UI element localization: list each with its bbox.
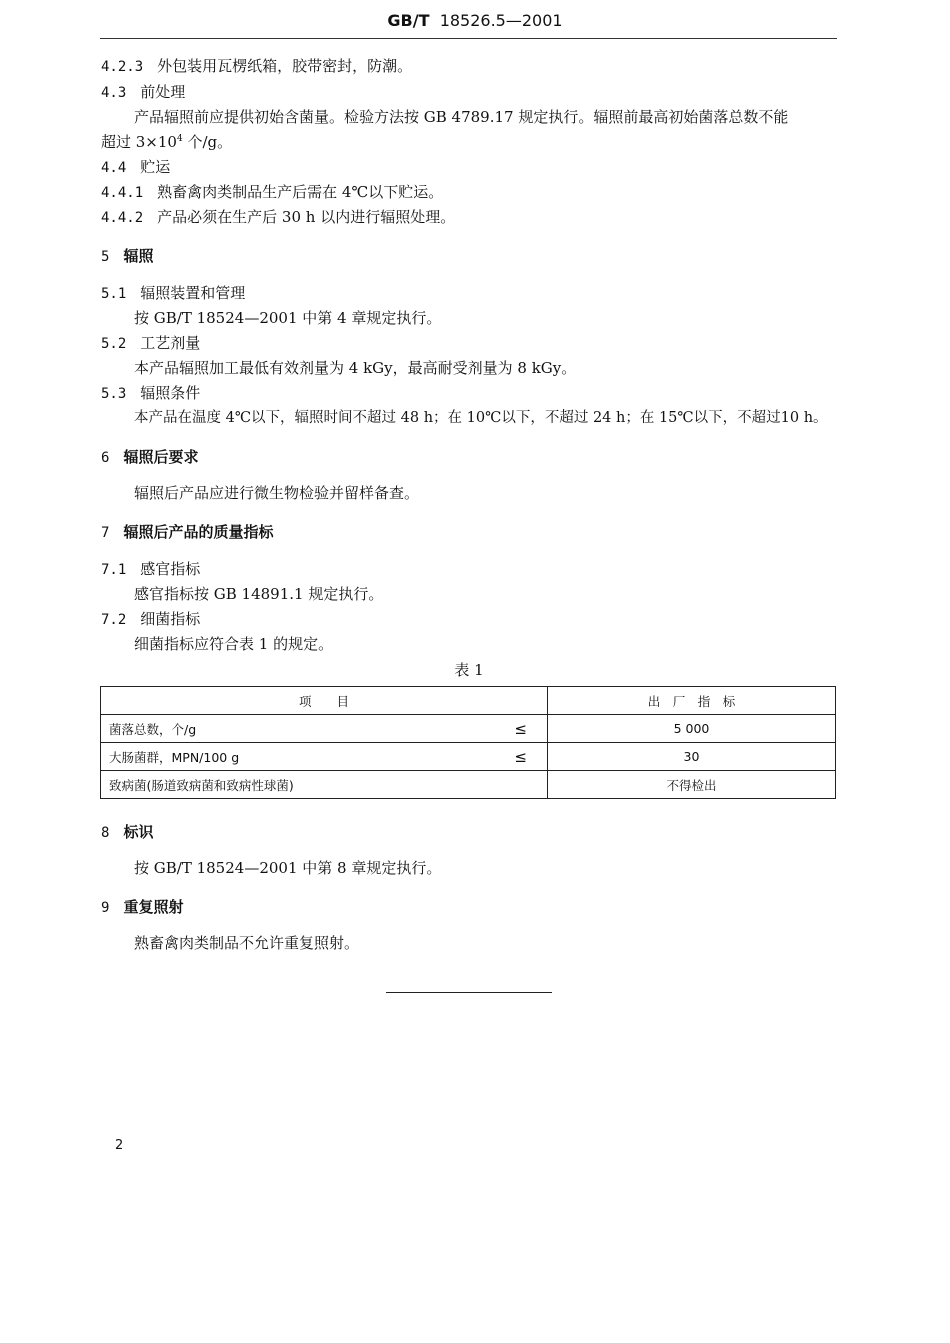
bacteria-index-table xyxy=(100,686,836,799)
table-cell-value: 30 xyxy=(548,743,836,771)
standard-number: 18526.5—2001 xyxy=(439,11,563,30)
clause-4-2-3: 4.2.3 外包装用瓦楞纸箱，胶带密封，防潮。 xyxy=(101,57,413,75)
table-header-value: 出 厂 指 标 xyxy=(548,687,836,715)
clause-4-4-2: 4.4.2 产品必须在生产后 30 h 以内进行辐照处理。 xyxy=(101,208,456,226)
standard-code: GB/T xyxy=(387,11,430,30)
clause-4-3-para-2: 超过 $3\times 10^4$ 个/g。 xyxy=(101,133,233,151)
table-cell-item: 致病菌(肠道致病菌和致病性球菌) xyxy=(101,771,548,799)
clause-4-3-para-1: 产品辐照前应提供初始含菌量。检验方法按 GB 4789.17 规定执行。辐照前最高初始菌落总数不能 xyxy=(134,108,789,126)
clause-5-2: 5.2 工艺剂量 xyxy=(101,334,201,352)
header-rule xyxy=(100,38,837,39)
clause-7-1-body: 感官指标按 GB 14891.1 规定执行。 xyxy=(134,585,384,603)
section-9-body: 熟畜禽肉类制品不允许重复照射。 xyxy=(134,934,360,952)
end-rule xyxy=(386,992,552,993)
clause-5-1-body: 按 GB/T 18524—2001 中第 4 章规定执行。 xyxy=(134,309,442,327)
clause-5-3-body: 本产品在温度 4℃以下，辐照时间不超过 48 h；在 10℃以下，不超过 24 h；在 15℃以下，不超过10 h。 xyxy=(134,410,828,426)
section-8-body: 按 GB/T 18524—2001 中第 8 章规定执行。 xyxy=(134,859,442,877)
table-header-item: 项 目 xyxy=(101,687,548,715)
table-row xyxy=(101,743,836,771)
section-8-heading: 8 标识 xyxy=(101,823,154,841)
section-6-body: 辐照后产品应进行微生物检验并留样备查。 xyxy=(134,484,420,502)
clause-7-2: 7.2 细菌指标 xyxy=(101,610,201,628)
clause-5-1: 5.1 辐照装置和管理 xyxy=(101,284,246,302)
clause-4-4: 4.4 贮运 xyxy=(101,158,171,176)
clause-4-4-1: 4.4.1 熟畜禽肉类制品生产后需在 4℃以下贮运。 xyxy=(101,183,444,201)
table-cell-value: 5 000 xyxy=(548,715,836,743)
section-5-heading: 5 辐照 xyxy=(101,247,154,265)
table-cell-value: 不得检出 xyxy=(548,771,836,799)
section-9-heading: 9 重复照射 xyxy=(101,898,184,916)
table-header-row xyxy=(101,687,836,715)
page-number: 2 xyxy=(115,1138,124,1153)
table-cell-item: 菌落总数，个/g ≤ xyxy=(101,715,548,743)
table-caption: 表 1 xyxy=(454,661,484,679)
le-symbol: ≤ xyxy=(514,719,527,738)
clause-5-3: 5.3 辐照条件 xyxy=(101,384,201,402)
clause-4-3: 4.3 前处理 xyxy=(101,83,186,101)
clause-7-1: 7.1 感官指标 xyxy=(101,560,201,578)
page-header xyxy=(0,11,950,30)
table-row xyxy=(101,771,836,799)
section-6-heading: 6 辐照后要求 xyxy=(101,448,199,466)
table-cell-item: 大肠菌群，MPN/100 g ≤ xyxy=(101,743,548,771)
le-symbol: ≤ xyxy=(514,747,527,766)
clause-5-2-body: 本产品辐照加工最低有效剂量为 4 kGy，最高耐受剂量为 8 kGy。 xyxy=(134,359,577,377)
section-7-heading: 7 辐照后产品的质量指标 xyxy=(101,523,274,541)
clause-7-2-body: 细菌指标应符合表 1 的规定。 xyxy=(134,635,334,653)
table-row xyxy=(101,715,836,743)
